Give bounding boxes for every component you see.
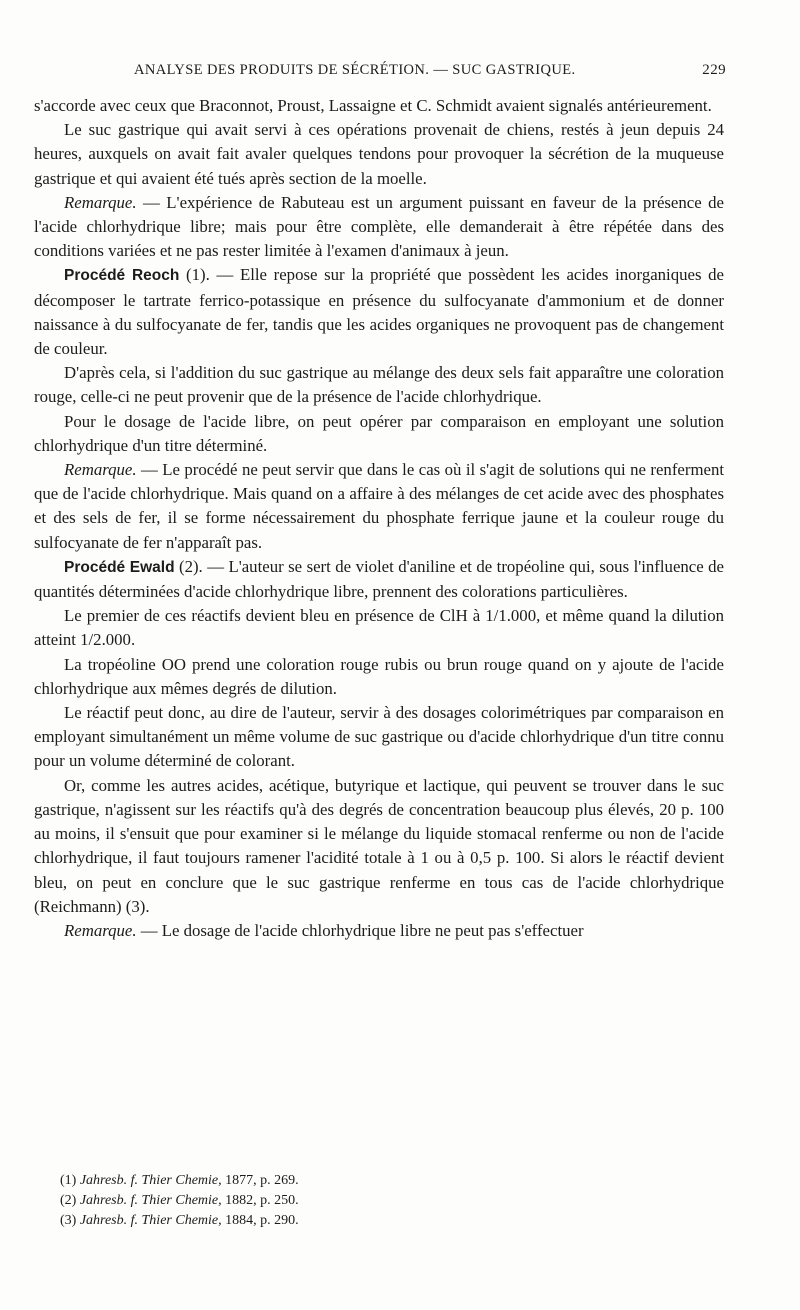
paragraph-tropeoline: La tropéoline OO prend une coloration rouge rubis ou brun rouge quand on y ajoute de l'acide chlorhydrique aux mêmes degrés de dilution. [34,654,724,698]
method-text-reoch: (1). — Elle repose sur la propriété que possèdent les acides inorganiques de décomposer le tartrate ferrico-potassique en présence du sulfocyanate d'ammonium et de donner naissance à du sulfocyanate de fer, tandis que les acides organiques ne provoquent pas de changement de couleur. [34,265,724,359]
paragraph-aniline-violet: Le premier de ces réactifs devient bleu en présence de ClH à 1/1.000, et même quand la dilution atteint 1/2.000. [34,606,724,650]
footnote [60,1211,720,1231]
footnotes [60,1171,720,1231]
paragraph-dog-experiment: Le suc gastrique qui avait servi à ces opérations provenait de chiens, restés à jeun depuis 24 heures, auxquels on avait fait avaler quelques tendons pour provoquer la sécrétion de la muqueuse gastrique et qui avaient été tués après section de la moelle. [34,120,724,188]
remark-text: — Le procédé ne peut servir que dans le cas où il s'agit de solutions qui ne renferment que de l'acide chlorhydrique. Mais quand on a affaire à des mélanges de cet acide avec des phosphates et des sels de fer, il se forme nécessairement du phosphate ferrique jaune et la couleur rouge du sulfocyanate de fer n'apparaît pas. [34,460,724,552]
remark-text: — L'expérience de Rabuteau est un argument puissant en faveur de la présence de l'acide chlorhydrique libre; mais pour être complète, elle demanderait à être répétée dans des conditions variées et ne pas rester limitée à l'examen d'animaux à jeun. [34,192,724,261]
paragraph-ewald-method [34,555,724,604]
footnote-source: Jahresb. f. Thier Chemie, [79,1173,222,1188]
paragraph-remark-dosage [34,919,724,943]
footnote-reference: 1877, p. 269. [221,1173,299,1188]
running-header [34,62,724,84]
footnote-reference: 1882, p. 250. [221,1193,299,1208]
footnote [60,1171,720,1191]
method-heading-ewald: Procédé Ewald [64,558,175,576]
footnote-number: (1) [60,1173,77,1188]
method-heading-reoch: Procédé Reoch [64,267,180,285]
footnote-source: Jahresb. f. Thier Chemie, [79,1193,222,1208]
paragraph-other-acids: Or, comme les autres acides, acétique, butyrique et lactique, qui peuvent se trouver dans le suc gastrique, n'agissent sur les réactifs qu'à des degrés de concentration beaucoup plus élevés, 20 p. 100 au moins, il s'ensuit que pour examiner si le mélange du liquide stomacal renferme ou non de l'acide chlorhydrique, il faut toujours ramener l'acidité totale à 1 ou à 0,5 p. 100. Si alors le réactif devient bleu, on peut en conclure que le suc gastrique renferme en tous cas de l'acide chlorhydrique (Reichmann) (3). [34,775,724,916]
footnote [60,1191,720,1211]
paragraph-reoch-method [34,263,724,361]
body-text [34,94,724,943]
remark-text: — Le dosage de l'acide chlorhydrique libre ne peut pas s'effectuer [136,920,584,940]
footnote-source: Jahresb. f. Thier Chemie, [79,1213,222,1228]
paragraph-continuation: s'accorde avec ceux que Braconnot, Proust, Lassaigne et C. Schmidt avaient signalés antérieurement. [34,96,712,115]
footnote-number: (2) [60,1193,77,1208]
paragraph-free-acid-dosage: Pour le dosage de l'acide libre, on peut opérer par comparaison en employant une solution chlorhydrique d'un titre déterminé. [34,411,724,455]
paragraph-red-coloration: D'après cela, si l'addition du suc gastrique au mélange des deux sels fait apparaître une coloration rouge, celle-ci ne peut provenir que de la présence de l'acide chlorhydrique. [34,363,724,407]
remark-label: Remarque. [64,192,137,212]
remark-label: Remarque. [64,460,137,480]
method-text-ewald: (2). — L'auteur se sert de violet d'aniline et de tropéoline qui, sous l'influence de quantités déterminées d'acide chlorhydrique libre, prennent des colorations particulières. [34,556,724,602]
paragraph-colorimetric: Le réactif peut donc, au dire de l'auteur, servir à des dosages colorimétriques par comparaison en employant simultanément un même volume de suc gastrique ou d'acide chlorhydrique d'un titre connu pour un volume déterminé de colorant. [34,703,724,771]
paragraph-remark-procedure [34,458,724,555]
paragraph-remark-rabuteau [34,191,724,264]
running-title: ANALYSE DES PRODUITS DE SÉCRÉTION. — SUC GASTRIQUE. [134,62,576,78]
remark-label: Remarque. [64,920,137,940]
page-number: 229 [702,62,726,78]
footnote-number: (3) [60,1213,77,1228]
footnote-reference: 1884, p. 290. [221,1213,299,1228]
